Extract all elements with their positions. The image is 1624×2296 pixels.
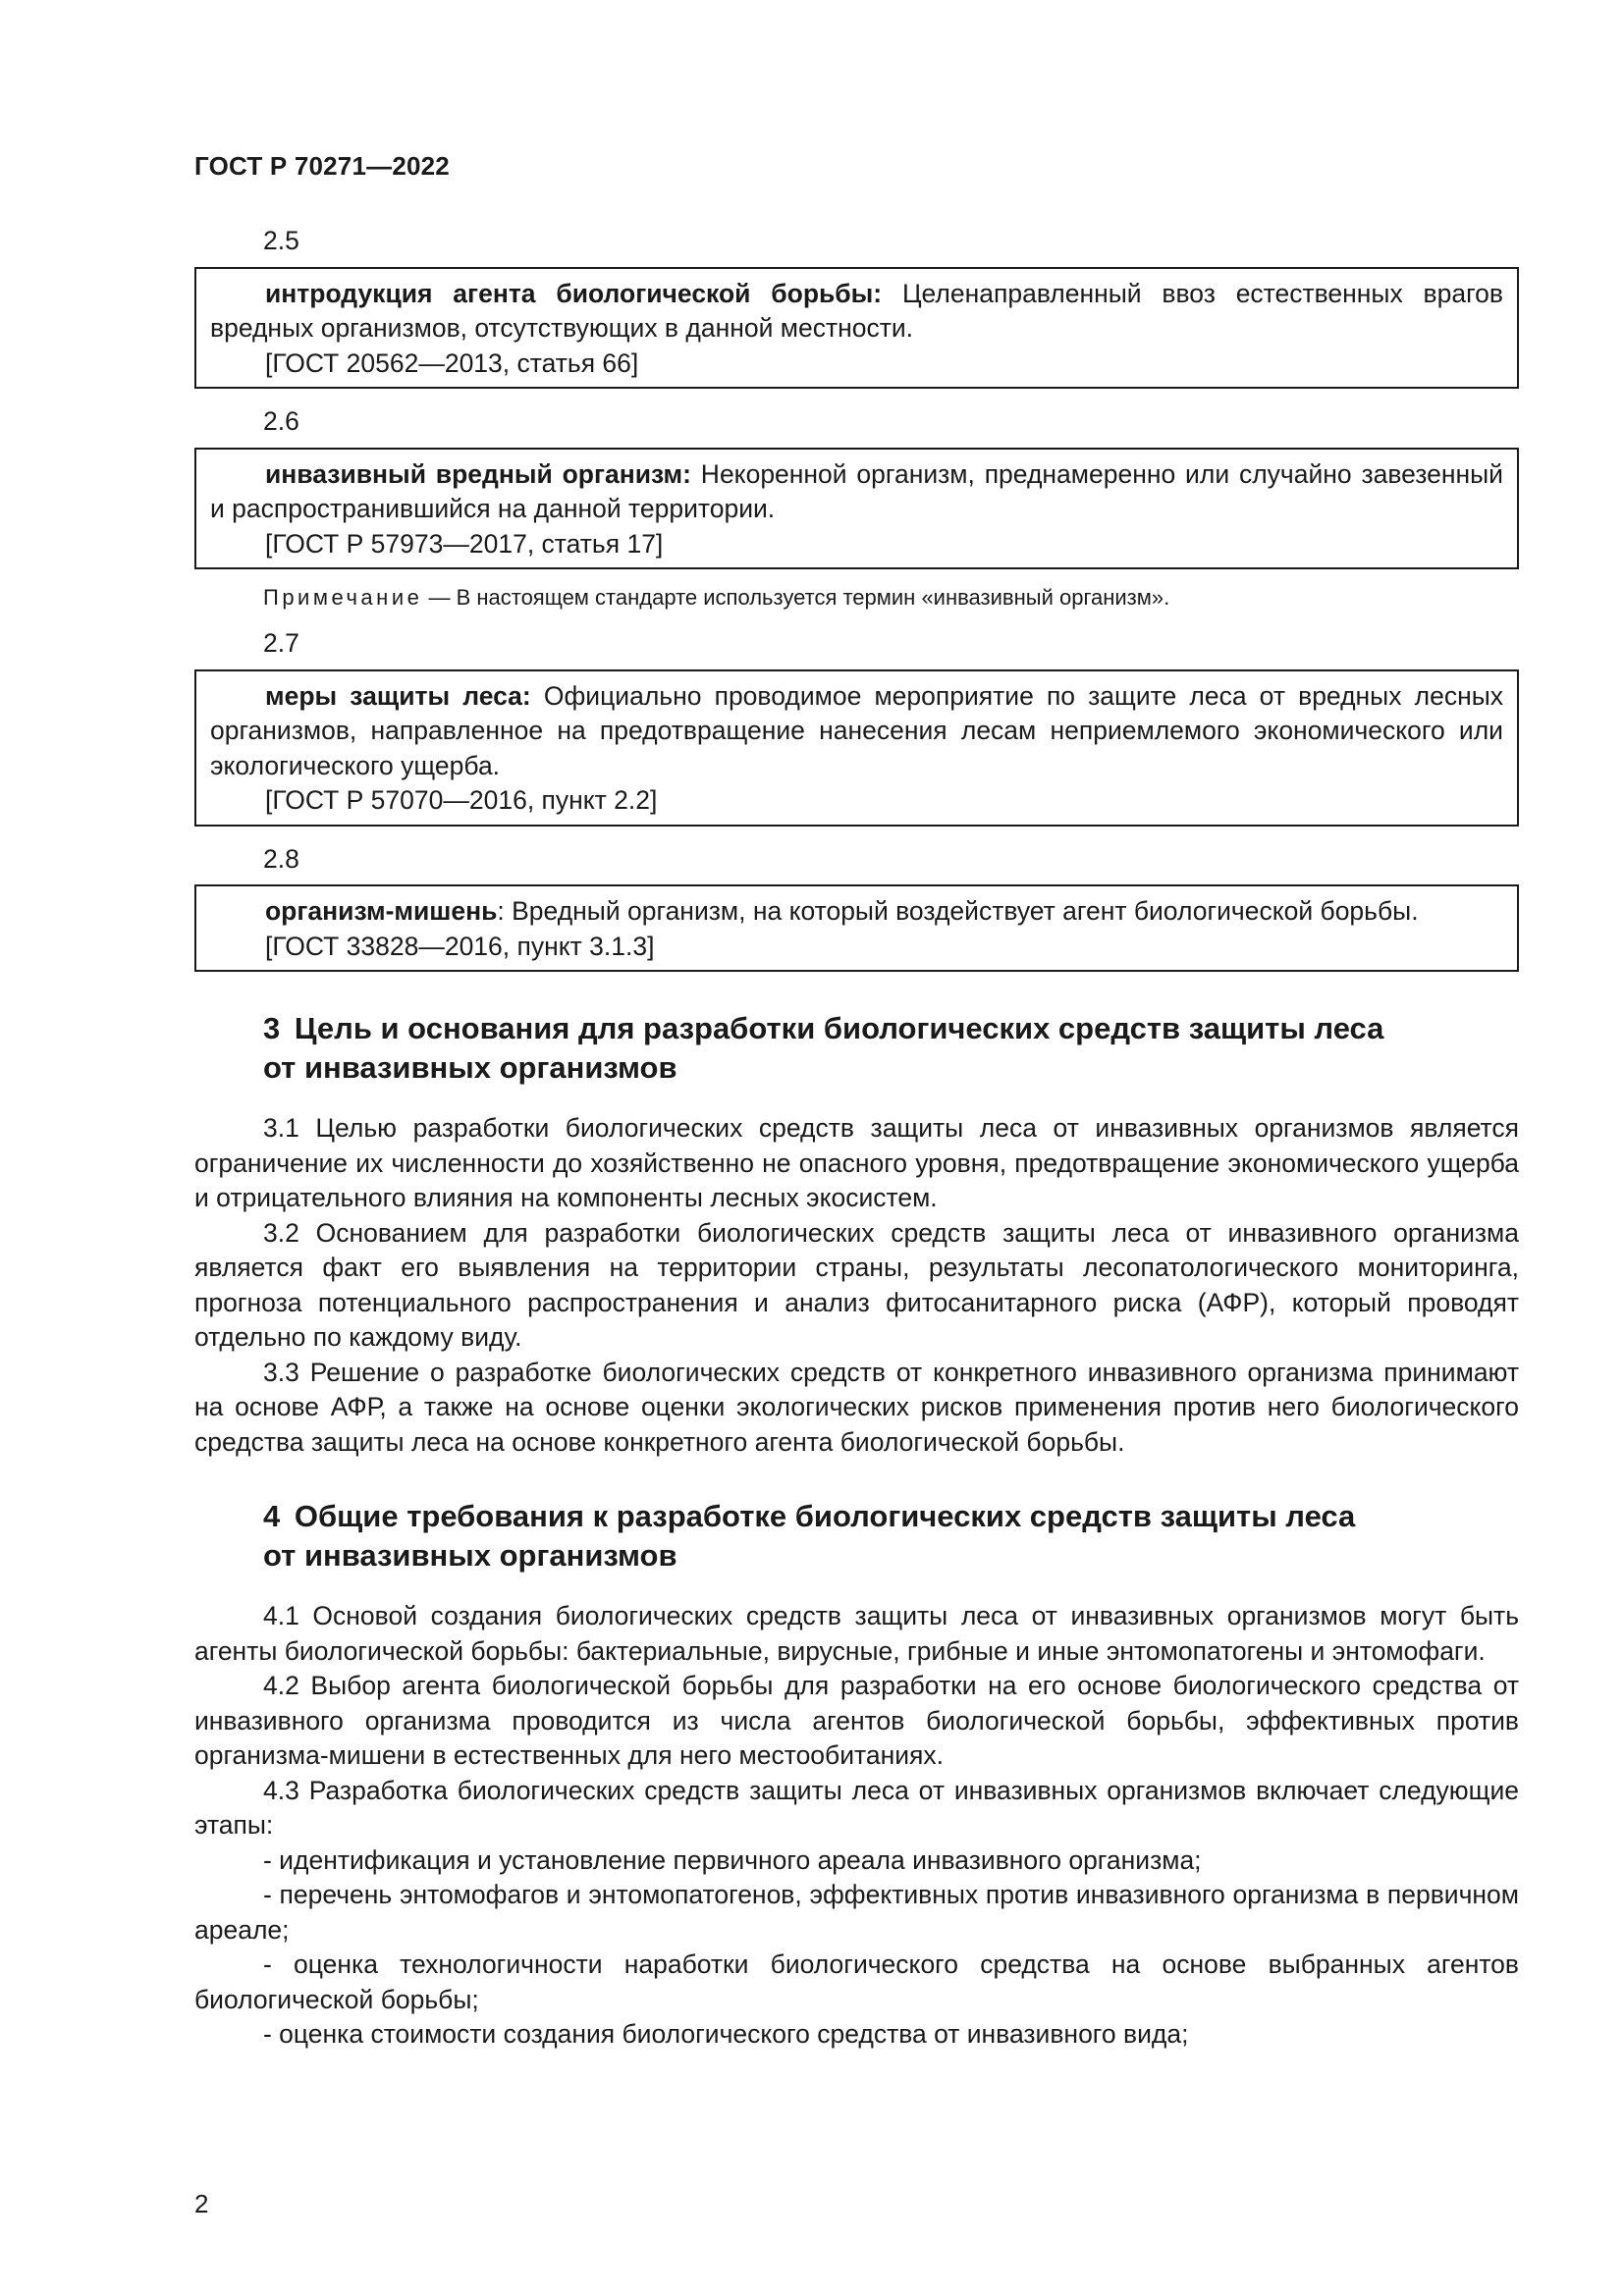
- term-text: [210, 679, 1503, 784]
- term-definition: Некоренной организм, преднамеренно или случайно завезенный и распространившийся на данной территории.: [210, 458, 1503, 523]
- list-item: - оценка стоимости создания биологического средства от инвазивного вида;: [263, 2019, 1189, 2049]
- term-definition: : Вредный организм, на который воздействует агент биологической борьбы.: [497, 896, 1419, 926]
- term-definition: Целенаправленный ввоз естественных врагов вредных организмов, отсутствующих в данной местности.: [210, 278, 1504, 343]
- term-text: [210, 457, 1503, 527]
- section-4-title: [194, 1497, 1519, 1575]
- note: [194, 583, 1519, 613]
- term-definition: Официально проводимое мероприятие по защите леса от вредных лесных организмов, направленное на предотвращение нанесения лесам неприемлемого экономического или экологического ущерба.: [210, 680, 1503, 780]
- list-item: - идентификация и установление первичного ареала инвазивного организма;: [263, 1844, 1202, 1875]
- term-reference: [ГОСТ Р 57070—2016, пункт 2.2]: [265, 785, 658, 815]
- section-3-title: [194, 1009, 1519, 1088]
- term-name: организм-мишень: [265, 896, 498, 926]
- term-text: [210, 277, 1503, 347]
- paragraph: 4.2 Выбор агента биологической борьбы для разработки на его основе биологического средства от инвазивного организма проводится из числа агентов биологической борьбы, эффективных против организма-мишени в естественных для него местообитаниях.: [194, 1671, 1519, 1770]
- term-number: 2.8: [263, 843, 299, 874]
- section-title-line: от инвазивных организмов: [263, 1050, 677, 1085]
- term-name: инвазивный вредный организм:: [265, 458, 691, 489]
- list-item: - оценка технологичности наработки биологического средства на основе выбранных агентов биологической борьбы;: [194, 1949, 1519, 2014]
- term-definition-box: [194, 448, 1519, 570]
- paragraph: 3.2 Основанием для разработки биологических средств защиты леса от инвазивного организма является факт его выявления на территории страны, результаты лесопатологического мониторинга, прогноза потенциального распространения и анализ фитосанитарного риска (АФР), который проводят отдельно по каждому виду.: [194, 1217, 1519, 1352]
- term-reference: [ГОСТ 33828—2016, пункт 3.1.3]: [265, 931, 655, 961]
- document-header: ГОСТ Р 70271—2022: [194, 151, 450, 181]
- section-number: 4: [263, 1499, 281, 1533]
- term-number: 2.7: [263, 628, 299, 658]
- document-body: [194, 224, 1519, 2053]
- section-title-line: Общие требования к разработке биологических средств защиты леса: [294, 1499, 1356, 1533]
- list-item: - перечень энтомофагов и энтомопатогенов, эффективных против инвазивного организма в первичном ареале;: [194, 1880, 1519, 1945]
- paragraph: 4.1 Основой создания биологических средств защиты леса от инвазивных организмов могут быть агенты биологической борьбы: бактериальные, вирусные, грибные и иные энтомопатогены и энтомофаги.: [194, 1601, 1519, 1666]
- section-title-line: Цель и основания для разработки биологических средств защиты леса: [294, 1011, 1384, 1045]
- note-text: — В настоящем стандарте используется термин «инвазивный организм».: [422, 585, 1170, 610]
- term-number: 2.6: [263, 406, 299, 436]
- page-number: 2: [194, 2189, 209, 2218]
- section-title-line: от инвазивных организмов: [263, 1538, 677, 1573]
- paragraph: 3.3 Решение о разработке биологических средств от конкретного инвазивного организма принимают на основе АФР, а также на основе оценки экологических рисков применения против него биологического средства защиты леса на основе конкретного агента биологической борьбы.: [194, 1357, 1519, 1457]
- paragraph: 4.3 Разработка биологических средств защиты леса от инвазивных организмов включает следующие этапы:: [194, 1775, 1519, 1840]
- term-name: интродукция агента биологической борьбы:: [265, 278, 883, 308]
- term-name: меры защиты леса:: [265, 680, 531, 711]
- term-definition-box: [194, 267, 1519, 390]
- section-number: 3: [263, 1011, 281, 1045]
- term-definition-box: [194, 884, 1519, 972]
- note-label: Примечание: [263, 585, 423, 610]
- term-number: 2.5: [263, 226, 299, 255]
- term-reference: [ГОСТ 20562—2013, статья 66]: [265, 347, 639, 378]
- term-reference: [ГОСТ Р 57973—2017, статья 17]: [265, 528, 664, 559]
- term-definition-box: [194, 669, 1519, 827]
- paragraph: 3.1 Целью разработки биологических средств защиты леса от инвазивных организмов является ограничение их численности до хозяйственно не опасного уровня, предотвращение экономического ущерба и отрицательного влияния на компоненты лесных экосистем.: [194, 1113, 1519, 1212]
- term-text: [210, 894, 1503, 930]
